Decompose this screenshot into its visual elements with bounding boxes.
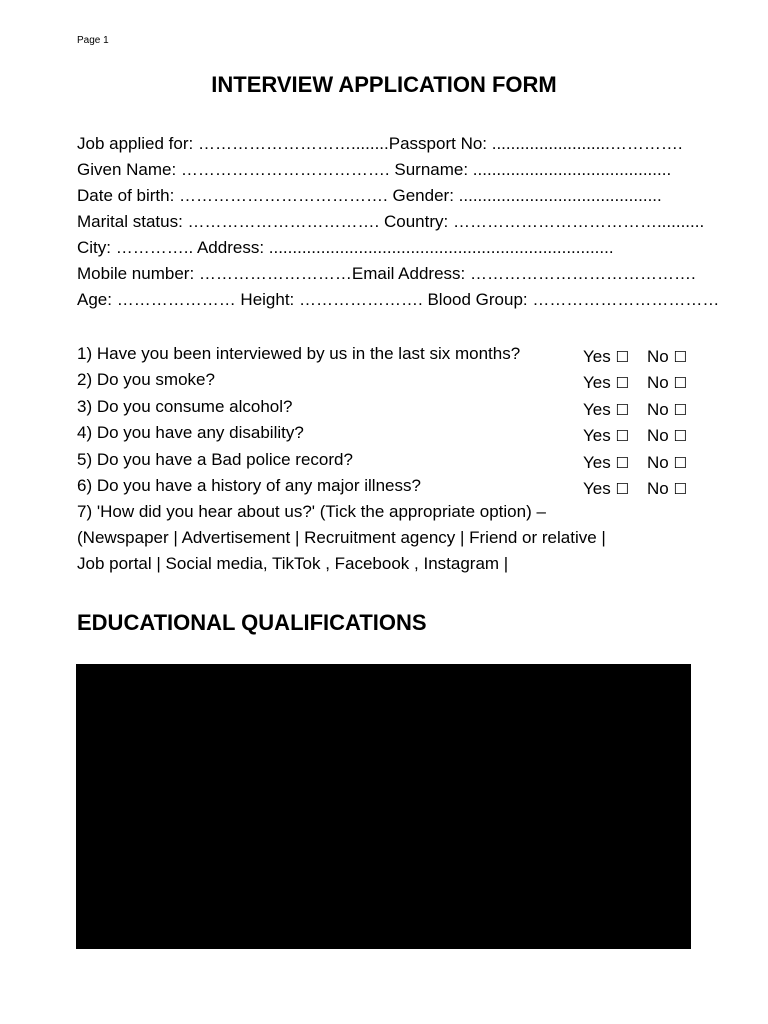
yes-checkbox[interactable]: ☐ (615, 374, 629, 393)
yes-checkbox[interactable]: ☐ (615, 453, 629, 472)
no-checkbox[interactable]: ☐ (673, 400, 687, 419)
question-row (77, 394, 697, 420)
section-heading: EDUCATIONAL QUALIFICATIONS (77, 610, 427, 635)
question-7-options-line-2[interactable]: Job portal | Social media, TikTok , Facebook , Instagram | (77, 554, 509, 573)
yes-option[interactable] (583, 423, 647, 449)
field-dob-gender[interactable]: Date of birth: ………………………………. Gender: ........................................... (77, 186, 662, 205)
yes-checkbox[interactable]: ☐ (615, 479, 629, 498)
question-text: 1) Have you been interviewed by us in the last six months? (77, 344, 521, 363)
question-row (77, 420, 697, 446)
field-given-surname[interactable]: Given Name: ………………………………. Surname: .......................................... (77, 160, 672, 179)
yes-option[interactable] (583, 344, 647, 370)
yes-label: Yes (583, 478, 611, 498)
no-checkbox[interactable]: ☐ (673, 374, 687, 393)
question-text: 4) Do you have any disability? (77, 423, 304, 443)
yes-option[interactable] (583, 370, 647, 396)
yes-label: Yes (583, 347, 611, 366)
no-label: No (647, 399, 669, 419)
yes-checkbox[interactable]: ☐ (615, 400, 629, 419)
question-text: 2) Do you smoke? (77, 370, 215, 390)
yes-checkbox[interactable]: ☐ (615, 427, 629, 446)
no-label: No (647, 373, 669, 393)
applicant-details (77, 131, 720, 313)
field-marital-country[interactable]: Marital status: ……………………………. Country: ……………………………….......... (77, 212, 705, 231)
yes-no-questions (77, 341, 697, 499)
no-checkbox[interactable]: ☐ (673, 427, 687, 446)
question-row (77, 473, 697, 499)
yes-label: Yes (583, 399, 611, 419)
no-option[interactable] (647, 423, 697, 449)
question-text: 3) Do you consume alcohol? (77, 396, 293, 416)
question-text: 6) Do you have a history of any major illness? (77, 475, 421, 495)
field-mobile-email[interactable]: Mobile number: ………………………Email Address: …………………………………. (77, 264, 696, 283)
no-checkbox[interactable]: ☐ (673, 348, 687, 366)
yes-option[interactable] (583, 397, 647, 423)
field-city-address[interactable]: City: ………….. Address: ......................................................................... (77, 238, 614, 257)
no-option[interactable] (647, 370, 697, 396)
yes-checkbox[interactable]: ☐ (615, 348, 629, 366)
question-row (77, 367, 697, 393)
yes-option[interactable] (583, 450, 647, 476)
yes-label: Yes (583, 452, 611, 472)
no-option[interactable] (647, 344, 697, 370)
yes-label: Yes (583, 373, 611, 393)
no-checkbox[interactable]: ☐ (673, 453, 687, 472)
field-job-passport[interactable]: Job applied for: ………………………........Passport No: .........................…………. (77, 134, 683, 153)
no-option[interactable] (647, 450, 697, 476)
no-label: No (647, 478, 669, 498)
question-row (77, 447, 697, 473)
question-row (77, 341, 697, 367)
question-text: 5) Do you have a Bad police record? (77, 449, 353, 469)
no-checkbox[interactable]: ☐ (673, 479, 687, 498)
form-title: INTERVIEW APPLICATION FORM (211, 72, 557, 97)
how-did-you-hear-question (77, 499, 697, 577)
no-label: No (647, 347, 669, 366)
no-label: No (647, 426, 669, 446)
yes-label: Yes (583, 426, 611, 446)
no-label: No (647, 452, 669, 472)
redacted-block (76, 664, 691, 949)
page-number: Page 1 (77, 35, 109, 46)
question-7-options-line-1[interactable]: (Newspaper | Advertisement | Recruitment agency | Friend or relative | (77, 528, 606, 547)
question-7-prompt: 7) 'How did you hear about us?' (Tick the appropriate option) – (77, 502, 546, 521)
no-option[interactable] (647, 397, 697, 423)
field-age-height-blood[interactable]: Age: ………………… Height: …………………. Blood Group: …………………………… (77, 290, 720, 309)
